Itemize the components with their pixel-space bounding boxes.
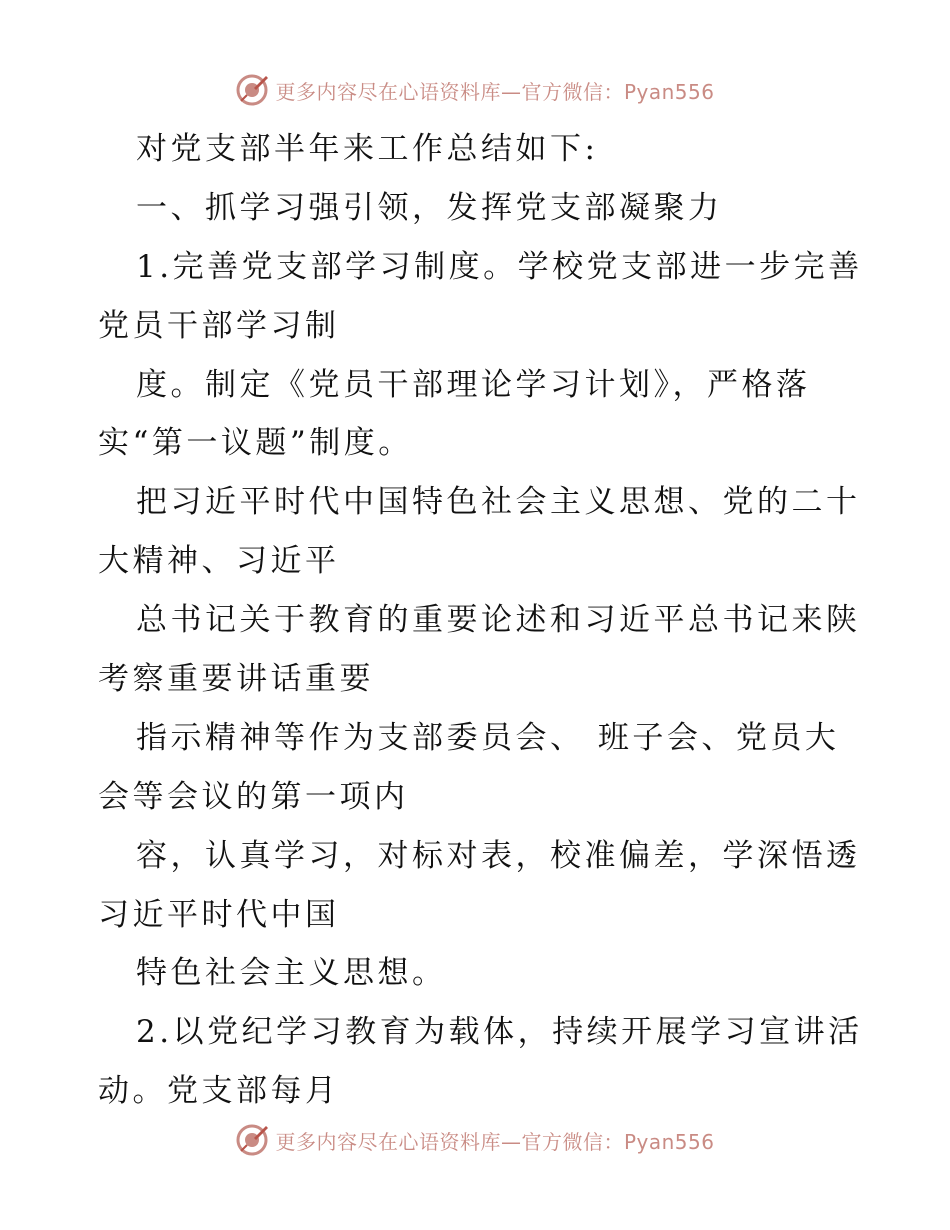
paragraph-line: 把习近平时代中国特色社会主义思想、党的二十 bbox=[136, 484, 861, 521]
paragraph-line: 一、抓学习强引领，发挥党支部凝聚力 bbox=[136, 189, 723, 226]
watermark-text: 更多内容尽在心语资料库—官方微信：Pyan556 bbox=[275, 1129, 715, 1154]
paragraph-line: 指示精神等作为支部委员会、 班子会、党员大 bbox=[136, 719, 840, 756]
paragraph-line: 容，认真学习，对标对表，校准偏差，学深悟透 bbox=[136, 837, 861, 874]
paragraph-line: 对党支部半年来工作总结如下: bbox=[136, 131, 599, 167]
paragraph-line: 1.完善党支部学习制度。学校党支部进一步完善 bbox=[136, 248, 863, 285]
paragraph-line: 特色社会主义思想。 bbox=[136, 955, 447, 992]
document-body bbox=[98, 120, 863, 1121]
paragraph-line: 习近平时代中国 bbox=[98, 896, 340, 933]
paragraph-line: 动。党支部每月 bbox=[98, 1073, 340, 1110]
paragraph-line: 大精神、习近平 bbox=[98, 543, 340, 580]
watermark-footer bbox=[0, 1120, 950, 1160]
pen-logo-icon bbox=[235, 1123, 269, 1157]
paragraph-line: 会等会议的第一项内 bbox=[98, 778, 409, 815]
pen-logo-icon bbox=[235, 73, 269, 107]
watermark-header bbox=[0, 70, 950, 110]
paragraph-line: 总书记关于教育的重要论述和习近平总书记来陕 bbox=[136, 602, 861, 639]
paragraph-line: 实“第一议题”制度。 bbox=[98, 425, 413, 462]
watermark-text: 更多内容尽在心语资料库—官方微信：Pyan556 bbox=[275, 79, 715, 104]
paragraph-line: 党员干部学习制 bbox=[98, 307, 340, 344]
paragraph-line: 2.以党纪学习教育为载体，持续开展学习宣讲活 bbox=[136, 1014, 863, 1051]
paragraph-line: 度。制定《党员干部理论学习计划》，严格落 bbox=[136, 366, 811, 403]
paragraph-line: 考察重要讲话重要 bbox=[98, 661, 374, 698]
